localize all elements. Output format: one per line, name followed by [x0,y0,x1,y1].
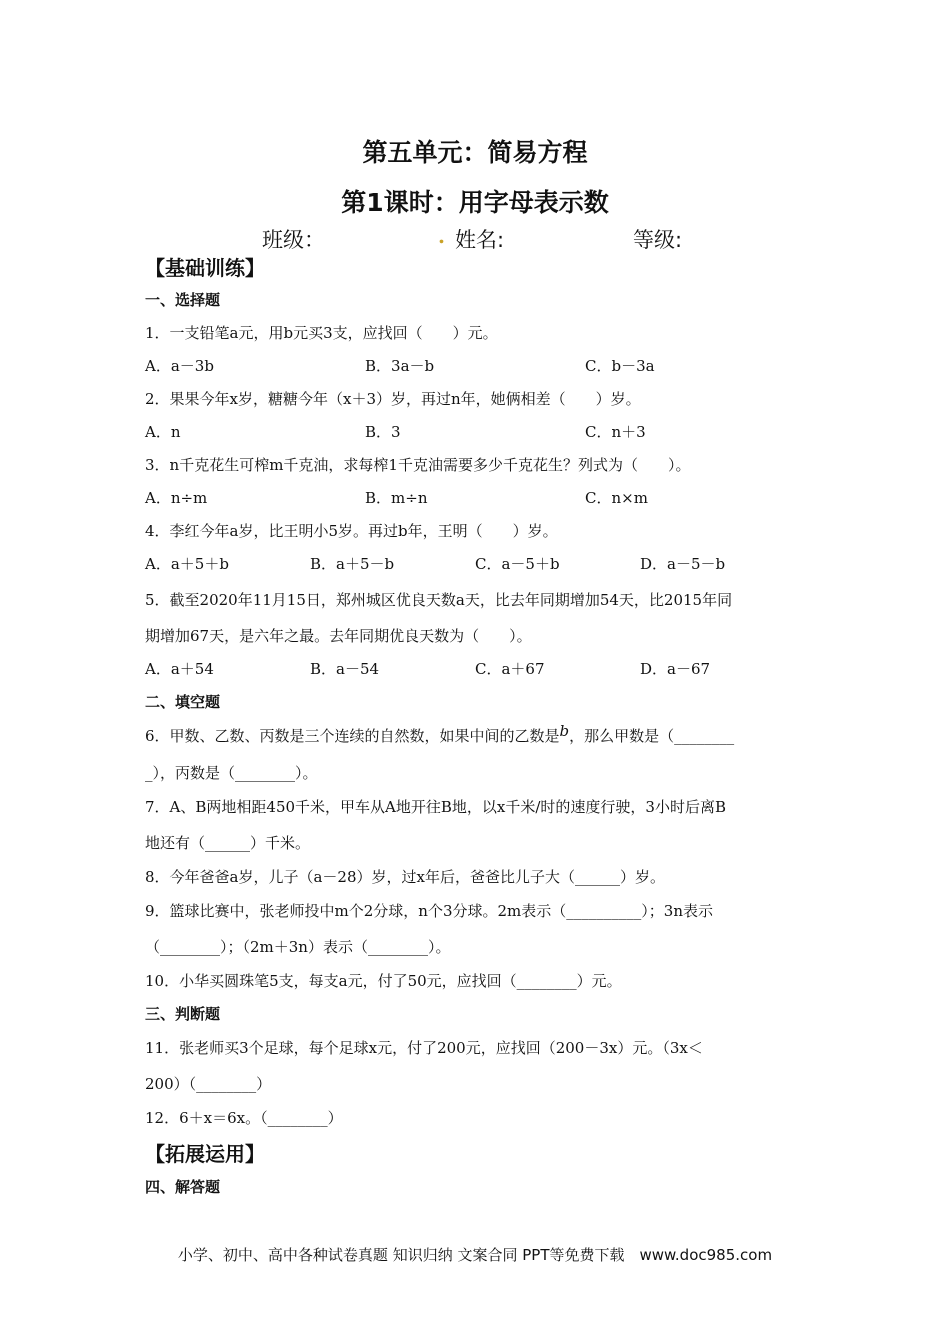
q1-option-a: A．a－3b [145,357,214,375]
footer-text: 小学、初中、高中各种试卷真题 知识归纳 文案合同 PPT等免费下载 www.doc985.com [177,1246,773,1264]
q3-option-b: B．m÷n [365,489,428,507]
q5-option-c: C．a＋67 [475,660,545,678]
question-7-line-1: 7．A、B两地相距450千米，甲车从A地开往B地，以x千米/时的速度行驶，3小时后离B [145,798,726,816]
question-3: 3．n千克花生可榨m千克油，求每榨1千克油需要多少千克花生？列式为（ ）。 [145,456,691,474]
part-heading-fill: 二、填空题 [145,693,221,711]
section-heading-basic: 【基础训练】 [145,256,265,280]
q2-option-b: B．3 [365,423,401,441]
question-6-line-2: _），丙数是（________）。 [145,764,318,782]
lesson-title: 第1课时：用字母表示数 [341,188,609,217]
part-heading-judge: 三、判断题 [145,1005,221,1023]
q2-option-a: A．n [145,423,181,441]
q5-option-d: D．a－67 [640,660,711,678]
question-2: 2．果果今年x岁，糖糖今年（x＋3）岁，再过n年，她俩相差（ ）岁。 [145,390,641,408]
q4-option-c: C．a－5＋b [475,555,560,573]
question-10: 10．小华买圆珠笔5支，每支a元，付了50元，应找回（________）元。 [145,972,622,990]
q2-option-c: C．n＋3 [585,423,646,441]
question-6-line-1 [145,722,735,746]
q3-option-a: A．n÷m [145,489,208,507]
question-5-line-2: 期增加67天，是六年之最。去年同期优良天数为（ ）。 [145,627,532,645]
part-heading-choice: 一、选择题 [145,291,221,309]
question-7-line-2: 地还有（______）千米。 [145,834,311,852]
q4-option-b: B．a＋5－b [310,555,395,573]
class-label: 班级： [262,228,325,252]
question-9-line-1: 9．篮球比赛中，张老师投中m个2分球，n个3分球。2m表示（__________）；3n表示 [145,902,713,920]
question-8: 8．今年爸爸a岁，儿子（a－28）岁，过x年后，爸爸比儿子大（______）岁。 [145,868,665,886]
q4-option-a: A．a＋5＋b [145,555,229,573]
q4-option-d: D．a－5－b [640,555,726,573]
q6-variable: b [559,722,570,740]
question-9-line-2: （________）；（2m＋3n）表示（________）。 [145,938,451,956]
q5-option-a: A．a＋54 [145,660,214,678]
question-1: 1．一支铅笔a元，用b元买3支，应找回（ ）元。 [145,324,498,342]
page-title: 第五单元：简易方程 [362,138,588,167]
question-11-line-2: 200）（________） [145,1075,272,1093]
q3-option-c: C．n×m [585,489,648,507]
section-heading-extend: 【拓展运用】 [145,1142,265,1166]
q5-option-b: B．a－54 [310,660,380,678]
question-11-line-1: 11．张老师买3个足球，每个足球x元，付了200元，应找回（200－3x）元。（3x＜ [145,1039,703,1057]
q1-option-c: C．b－3a [585,357,655,375]
q6-text-start: 6．甲数、乙数、丙数是三个连续的自然数，如果中间的乙数是 [145,727,560,745]
q1-option-b: B．3a－b [365,357,435,375]
name-label: 姓名: [455,228,505,252]
separator-dot: . [438,224,445,248]
question-4: 4．李红今年a岁，比王明小5岁。再过b年，王明（ ）岁。 [145,522,558,540]
question-12: 12．6＋x＝6x。（________） [145,1109,343,1127]
question-5-line-1: 5．截至2020年11月15日，郑州城区优良天数a天，比去年同期增加54天，比2015年同 [145,591,733,609]
part-heading-answer: 四、解答题 [145,1178,221,1196]
grade-label: 等级: [633,228,683,252]
q6-text-end: ，那么甲数是（________ [569,727,735,745]
